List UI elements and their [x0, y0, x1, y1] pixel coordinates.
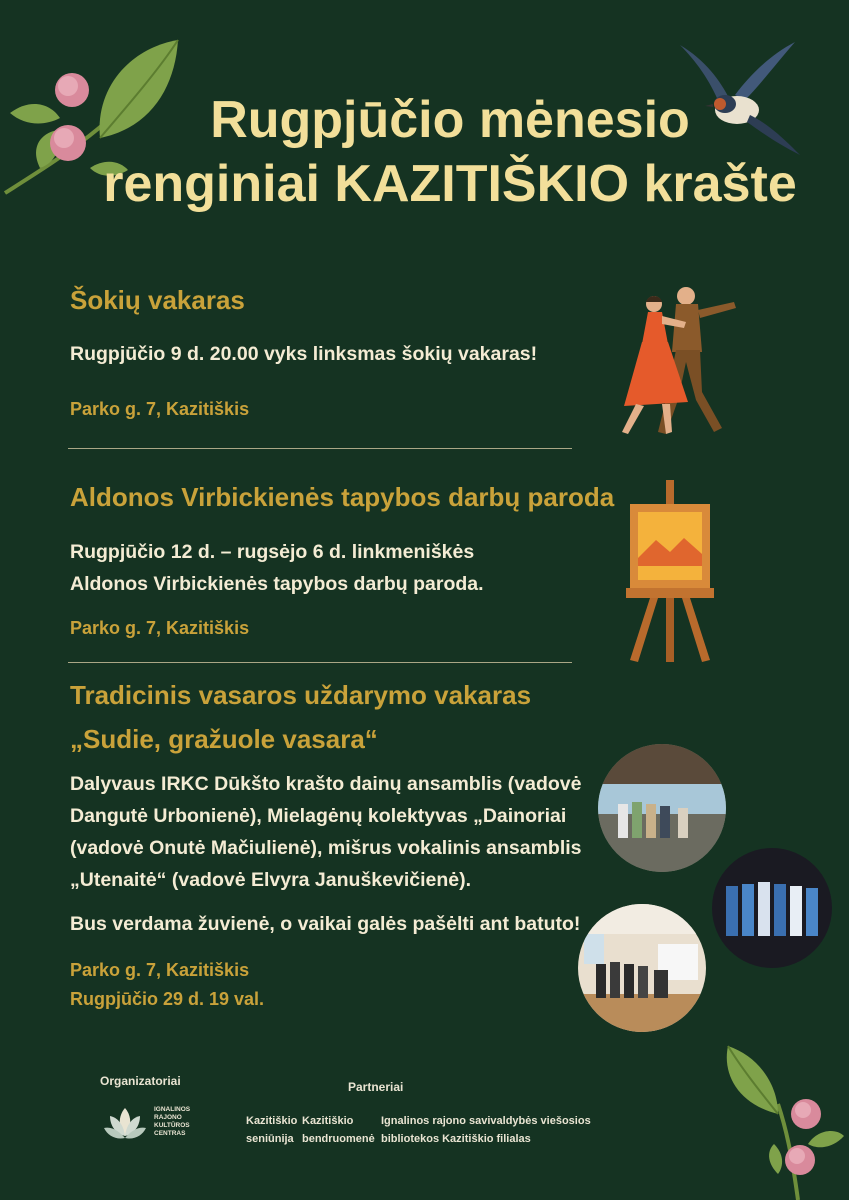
partner-line: Ignalinos rajono savivaldybės viešosios	[381, 1115, 591, 1127]
lotus-logo-icon	[102, 1106, 148, 1142]
photo-indoor-performance	[578, 904, 706, 1032]
organizers-label: Organizatoriai	[100, 1074, 181, 1088]
partner-bendruomene	[302, 1112, 375, 1148]
partner-line: bendruomenė	[302, 1133, 375, 1145]
logo-text-line: CENTRAS	[154, 1130, 186, 1137]
event-2-place: Parko g. 7, Kazitiškis	[70, 618, 250, 638]
event-3-desc-line-3: (vadovė Onutė Mačiulienė), mišrus vokalinis ansamblis	[70, 837, 582, 859]
divider-2	[68, 662, 572, 663]
logo-text-line: KULTŪROS	[154, 1122, 190, 1129]
event-1-title: Šokių vakaras	[70, 285, 245, 315]
event-3-desc-line-2: Dangutė Urbonienė), Mielagėnų kolektyvas „Dainoriai	[70, 805, 567, 827]
title-line-1: Rugpjūčio mėnesio	[210, 91, 690, 149]
partner-line: seniūnija	[246, 1133, 294, 1145]
photo-choir-stage	[712, 848, 832, 968]
event-2-title: Aldonos Virbickienės tapybos darbų paroda	[70, 482, 615, 512]
partner-biblioteka	[381, 1112, 591, 1148]
event-3-desc-line-1: Dalyvaus IRKC Dūkšto krašto dainų ansamblis (vadovė	[70, 773, 582, 795]
logo-text-line: RAJONO	[154, 1114, 182, 1121]
partners-label: Partneriai	[348, 1080, 404, 1094]
divider-1	[68, 448, 572, 449]
partner-line: Kazitiškio	[302, 1115, 354, 1127]
event-1-place: Parko g. 7, Kazitiškis	[70, 399, 250, 419]
event-3-desc-line-4: „Utenaitė“ (vadovė Elvyra Januškevičienė).	[70, 869, 472, 891]
partner-line: Kazitiškio	[246, 1115, 298, 1127]
dancing-couple-icon	[606, 282, 746, 444]
event-3-subtitle: „Sudie, gražuole vasara“	[70, 724, 378, 754]
title-line-2: renginiai KAZITIŠKIO krašte	[103, 155, 797, 213]
partner-line: bibliotekos Kazitiškio filialas	[381, 1133, 531, 1145]
photo-ensemble-outdoor	[598, 744, 726, 872]
logo-text-line: IGNALINOS	[154, 1106, 191, 1113]
page-title	[60, 88, 840, 216]
event-3-place: Parko g. 7, Kazitiškis	[70, 960, 250, 980]
event-2-desc-line-1: Rugpjūčio 12 d. – rugsėjo 6 d. linkmeniškės	[70, 541, 475, 563]
event-2-desc-line-2: Aldonos Virbickienės tapybos darbų paroda.	[70, 573, 484, 595]
event-3-extra: Bus verdama žuvienė, o vaikai galės pašėlti ant batuto!	[70, 913, 581, 935]
event-3-title: Tradicinis vasaros uždarymo vakaras	[70, 680, 532, 710]
logo-text	[154, 1106, 190, 1138]
event-3-time: Rugpjūčio 29 d. 19 val.	[70, 989, 265, 1009]
clover-flower-icon	[718, 1044, 849, 1200]
easel-painting-icon	[620, 478, 720, 664]
partner-seniunija	[246, 1112, 297, 1148]
event-1-desc: Rugpjūčio 9 d. 20.00 vyks linksmas šokių vakaras!	[70, 343, 538, 365]
